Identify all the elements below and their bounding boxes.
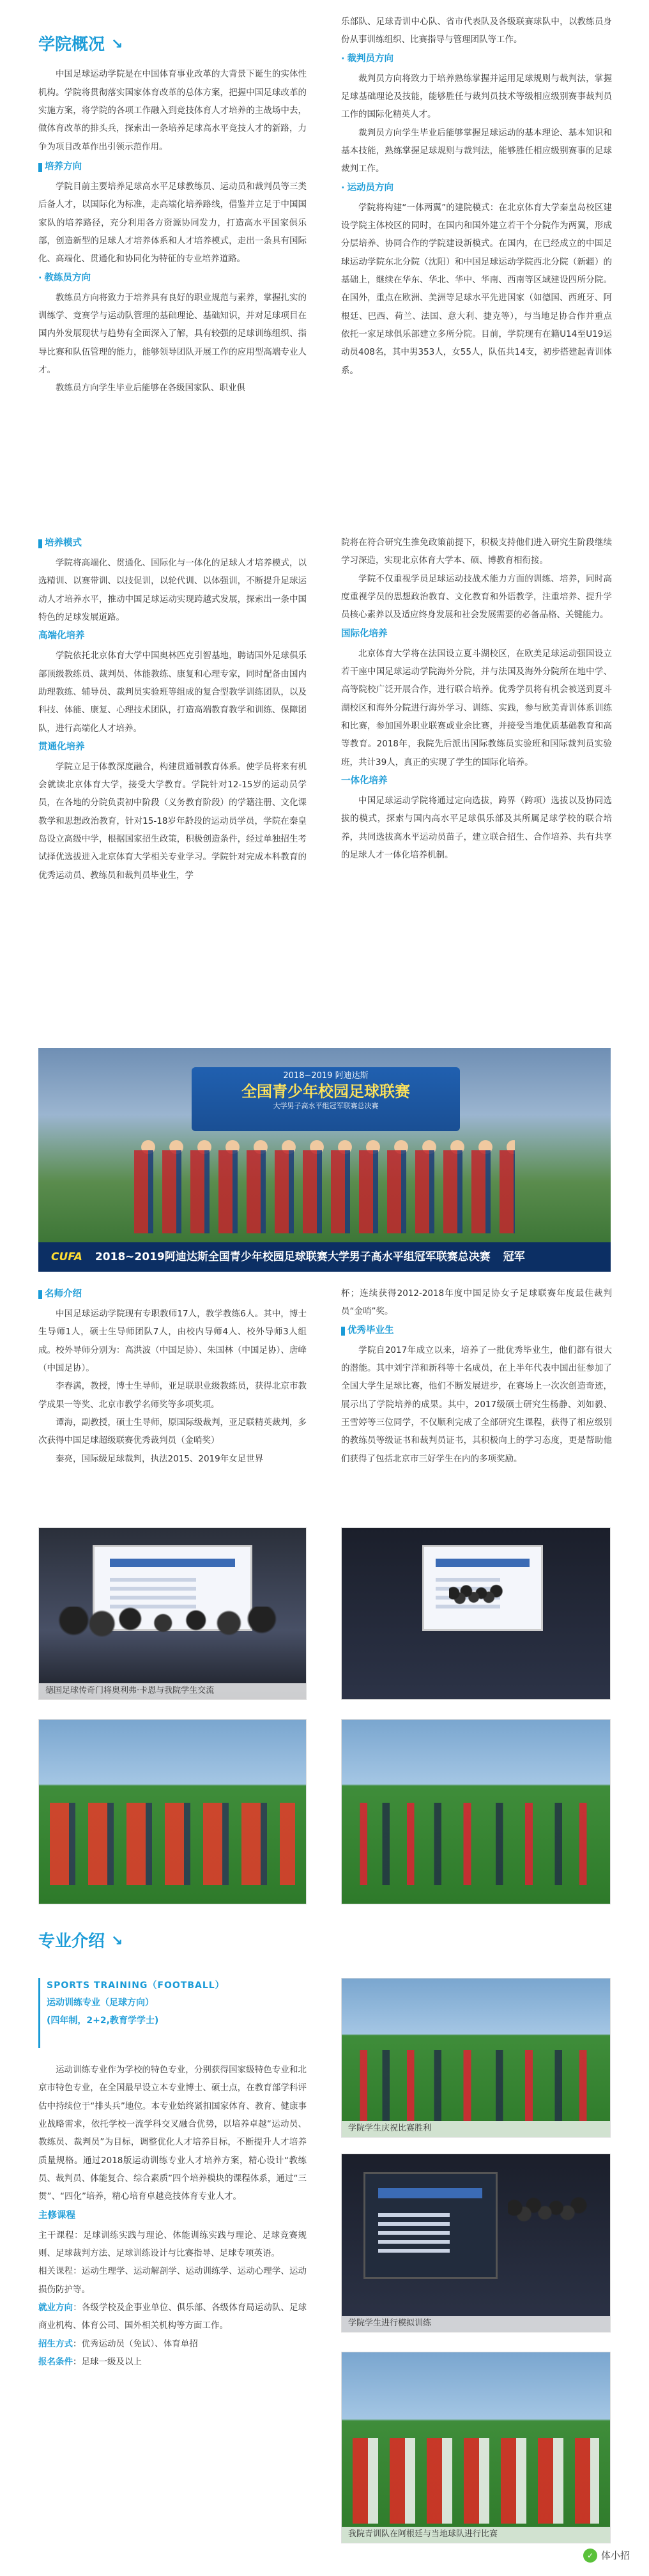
main-course-text: 主干课程：足球训练实践与理论、体能训练实践与理论、足球竞赛规则、足球裁判方法、足球训练设计与比赛指导、足球专项英语。 (38, 2230, 307, 2258)
major-header (38, 1930, 307, 1953)
argentina-photo-caption: 我院青训队在阿根廷与当地球队进行比赛 (342, 2527, 610, 2543)
integ-subtitle-text: 一体化培养 (341, 776, 388, 787)
mode-right-text: 学院不仅重视学员足球运动技战术能力方面的训练、培养，同时高度重视学员的思想政治教育、文化教育和外语教学，注重培养、提升学员核心素养以及适应终身发展和社会发展需要的必备品格、关键能力。 (341, 573, 612, 621)
players (353, 2050, 599, 2122)
watermark-text: 体小招 (600, 2549, 630, 2561)
overview-right-column (341, 13, 612, 380)
level-value: ：足球一级及以上 (73, 2357, 142, 2368)
staff-text-cont: 杯；连续获得2012-2018年度中国足协女子足球联赛年度最佳裁判员“金哨”奖。 (341, 1288, 612, 1317)
celebration-photo (341, 1978, 611, 2138)
athlete-text: 学院将构建“一体两翼”的建院模式：在北京体育大学秦皇岛校区建设学院主体校区的同时，在国内和国外建立若干个分院作为两翼，形成分层培养、协同合作的学院建设新模式。在国内，在已经成立的中国足球运动学院东北分院（沈阳）和中国足球运动学院西北分院（新疆）的基础上，继续在华东、华北、华中、华南、西南等区域建设四所分院。在国外，重点在欧洲、美洲等足球水平先进国家（如德国、西班牙、阿根廷、巴西、荷兰、法国、意大利、捷克等），与当地足协合作并重点依托一家足球俱乐部建立多所分院。目前，学院现有在籍U14至U19运动员408名，其中男353人，女55人，队伍共14支，初步搭建起青训体系。 (341, 202, 612, 376)
coach-text-cont: 乐部队、足球青训中心队、省市代表队及各级联赛球队中，以教练员身份从事训练组织、比赛指导与管理团队等工作。 (341, 17, 612, 45)
mode-text: 学院将高端化、贯通化、国际化与一体化的足球人才培养模式，以选精训、以赛带训、以技促训，以轮代训、以体强训，不断提升足球运动人才培养水平，推动中国足球运动实现跨越式发展，探索出一条中国特色的足球发展道路。 (38, 557, 307, 622)
bullet-icon (38, 163, 42, 172)
argentina-match-photo (341, 2352, 611, 2543)
major-english-name: SPORTS TRAINING（FOOTBALL） (47, 1980, 225, 1991)
cufa-logo: CUFA (51, 1251, 82, 1263)
lecture-photo (341, 1527, 611, 1700)
wechat-icon: ✓ (583, 2549, 597, 2563)
major-title (38, 1930, 307, 1953)
overview-intro: 中国足球运动学院是在中国体育事业改革的大背景下诞生的实体性机构。学院将贯彻落实国家体育改革的总体方案，把握中国足球改革的实施方案，将学院的各项工作融入到竞技体育人才培养的主战场中去，做体育改革的排头兵，探索出一条培养足球高水平竞技人才的新路，力争为项目改革作出引领示范作用。 (38, 69, 307, 152)
grad-subtitle (341, 1321, 612, 1341)
main-course-subtitle-text: 主修课程 (38, 2210, 75, 2221)
team-group (134, 1150, 515, 1233)
training-photo (341, 1719, 611, 1904)
coaching-photo (38, 1719, 307, 1904)
staff-text-2: 李春满，教授，博士生导师，亚足联职业级教练员，获得北京市教学成果一等奖、北京市教学名师奖等多项奖项。 (38, 1381, 307, 1410)
bullet-icon (38, 1290, 42, 1299)
simulation-photo (341, 2154, 611, 2333)
coach-text-2: 教练员方向学生毕业后能够在各级国家队、职业俱 (56, 383, 245, 394)
kahn-photo (38, 1527, 307, 1700)
jobs-value: ：各级学校及企事业单位、俱乐部、各级体育局运动队、足球商业机构、体育公司、国外相关机构等方面工作。 (38, 2302, 307, 2331)
intl-subtitle (341, 624, 612, 645)
highend-subtitle (38, 626, 307, 647)
banner-strip-right: 冠军 (503, 1251, 525, 1263)
jobs-text (38, 2299, 307, 2335)
grad-subtitle-text: 优秀毕业生 (347, 1325, 394, 1336)
integ-text: 中国足球运动学院将通过定向选拔，跨界（跨项）选拔以及协同选拔的模式，探索与国内高水平足球俱乐部及其所属足球学校的联合培养，共同选拔高水平运动员苗子，建立联合招生、合作培养、共有共享的足球人才一体化培养机制。 (341, 795, 612, 860)
related-course-text: 相关课程：运动生理学、运动解剖学、运动训练学、运动心理学、运动损伤防护等。 (38, 2266, 307, 2295)
integ-subtitle (341, 771, 612, 792)
celebration-photo-caption: 学院学生庆祝比赛胜利 (342, 2121, 610, 2137)
wechat-watermark (578, 2545, 635, 2568)
enroll-value: ：优秀运动员（免试）、体育单招 (73, 2338, 198, 2349)
players (353, 2438, 599, 2524)
staff-left-column (38, 1284, 307, 1468)
staff-text: 中国足球运动学院现有专职教师17人，教学教练6人。其中，博士生导师1人，硕士生导师团队7人，由校内导师4人、校外导师3人组成。校外导师分别为：高洪波（中国足协）、朱国林（中国足协）、唐峰（中国足协）。 (38, 1308, 307, 1373)
training-text: 学院目前主要培养足球高水平足球教练员、运动员和裁判员等三类后备人才，以国际化为标准，走高端化培养路线，借鉴并立足于中国国家队的培养路径，充分利用各方资源协同发力，打造高水平国家俱乐部，创造新型的足球人才培养体系和人才培养模式，走出一条具有国际化、高端化、贯通化和协同化为特征的专业培养道路。 (38, 181, 307, 265)
staff-text-3: 谭海，副教授，硕士生导师，原国际级裁判，亚足联精英裁判，多次获得中国足球超级联赛优秀裁判员（金哨奖） (38, 1417, 307, 1446)
kahn-photo-caption: 德国足球传奇门将奥利弗·卡恩与我院学生交流 (39, 1683, 306, 1699)
referee-subtitle: · 裁判员方向 (341, 49, 612, 70)
intl-text: 北京体育大学将在法国设立夏斗湖校区，在欧美足球运动强国设立若干座中国足球运动学院海外分院，并与法国及海外分院所在地中学、高等院校广泛开展合作，进行联合培养。优秀学员将有机会被送到夏斗湖校区和海外分院进行海外学习、训练、实践，参与欧美青训体系训练和比赛，参加国外职业联赛或业余比赛，并接受当地优质基础教育和高等教育。2018年，我院先后派出国际教练员实验班和国际裁判员实验班，共计39人，真正的实现了学生的国际化培养。 (341, 648, 612, 767)
major-name-box (38, 1978, 305, 2048)
student (508, 2183, 588, 2308)
players (50, 1803, 296, 1886)
level-text (38, 2353, 307, 2371)
major-chinese-name: 运动训练专业（足球方向） (47, 1998, 154, 2009)
enroll-label: 招生方式 (38, 2338, 73, 2349)
major-title-text: 专业介绍 (38, 1932, 105, 1951)
speaker (449, 1573, 503, 1676)
coach-subtitle-text: 教练员方向 (44, 272, 91, 283)
banner-line-1: 2018~2019 阿迪达斯 (283, 1071, 369, 1081)
highend-text: 学院依托北京体育大学中国奥林匹克引智基地，聘请国外足球俱乐部顶级教练员、裁判员、体能教练、康复和心理专家，同时配备由国内助理教练、辅导员、裁判员实验班等组成的复合型教学训练团队，以及科技、体能、康复、心理技术团队，打造高端教育教学和训练、保障团队，进行高端化人才培养。 (38, 651, 307, 734)
mode-subtitle-text: 培养模式 (45, 538, 82, 548)
training-subtitle-text: 培养方向 (45, 162, 82, 173)
referee-subtitle-text: 裁判员方向 (347, 53, 394, 64)
highend-subtitle-text: 高端化培养 (38, 631, 85, 642)
jobs-label: 就业方向 (38, 2302, 73, 2313)
enroll-text (38, 2335, 307, 2353)
athlete-subtitle: · 运动员方向 (341, 178, 612, 199)
coach-text-1: 教练员方向将致力于培养具有良好的职业规范与素养，掌握扎实的训练学、竞赛学与运动队管理的基础理论、基础知识，并对足球项目在国内外发展现状与趋势有全面深入了解，具有较强的足球训练组织、指导比赛和队伍管理的能力，能够领导团队开展工作的应用型高端专业人才。 (38, 292, 307, 375)
grad-text: 学院自2017年成立以来，培养了一批优秀毕业生，他们都有很大的潜能。其中刘宇洋和新科等十名成员，在上半年代表中国出征参加了全国大学生足球比赛，他们不断发展进步，在赛场上一次次创造奇迹，展示出了学院培养的成果。其中，2017级硕士研究生杨静、刘如毅、王雪婷等三位同学，不仅顺利完成了全部研究生课程，获得了相应级别的教练员等级证书和裁判员证书，其积极向上的学习态度，更是帮助他们获得了包括北京市三好学生在内的多项奖励。 (341, 1345, 612, 1464)
simulation-screen (363, 2172, 498, 2279)
major-intro: 运动训练专业作为学校的特色专业，分别获得国家级特色专业和北京市特色专业，在全国最早设立本专业博士、硕士点，在教育部学科评估中持续位于“排头兵”地位。本专业始终紧扣国家体育、教育、健康事业战略需求，依托学校一流学科交叉融合优势，以培养卓越“运动员、教练员、裁判员”为目标，调整优化人才培养目标，不断提升人才培养质量规格。通过2018版运动训练专业人才培养方案，精心设计“教练员、裁判员、体能复合、综合素质”四个培养模块的课程体系，通过“三贯”、“四化”培养，精心培育卓越竞技体育专业人才。 (38, 2065, 307, 2202)
arrow-icon: ↘ (111, 1932, 123, 1949)
level-label: 报名条件 (38, 2357, 73, 2368)
training-subtitle (38, 157, 307, 178)
intl-subtitle-text: 国际化培养 (341, 628, 388, 639)
staff-subtitle-text: 名师介绍 (45, 1289, 82, 1299)
overview-title (38, 33, 307, 56)
coach-subtitle: · 教练员方向 (38, 268, 307, 289)
mode-right-column (341, 534, 612, 864)
main-course-subtitle (38, 2206, 307, 2226)
mode-subtitle (38, 534, 307, 554)
banner-strip (38, 1242, 611, 1272)
athlete-subtitle-text: 运动员方向 (347, 182, 394, 193)
bullet-icon (341, 1327, 345, 1336)
banner-line-3: 大学男子高水平组冠军联赛总决赛 (273, 1102, 379, 1111)
banner-strip-text: 2018~2019阿迪达斯全国青少年校园足球联赛大学男子高水平组冠军联赛总决赛 (95, 1251, 491, 1263)
staff-text-4: 秦亮，国际级足球裁判，执法2015、2019年女足世界 (56, 1453, 264, 1464)
audience (55, 1607, 290, 1675)
staff-subtitle (38, 1284, 307, 1305)
players (353, 1803, 599, 1886)
through-subtitle-text: 贯通化培养 (38, 741, 85, 752)
banner-line-2: 全国青少年校园足球联赛 (241, 1082, 410, 1100)
staff-right-column (341, 1284, 612, 1468)
referee-text-2: 裁判员方向学生毕业后能够掌握足球运动的基本理论、基本知识和基本技能，熟练掌握足球规则与裁判法，能够胜任相应级别赛事的足球裁判工作。 (341, 127, 612, 174)
arrow-icon: ↘ (111, 36, 123, 52)
through-subtitle (38, 737, 307, 758)
championship-banner-photo (38, 1048, 611, 1272)
mode-left-column (38, 534, 307, 884)
banner-board (192, 1067, 460, 1131)
through-text: 学院立足于体教深度融合，构建贯通制教育体系。使学员将来有机会就读北京体育大学，接受大学教育。学院针对12-15岁的运动员学员，在各地的分院负责初中阶段（义务教育阶段）的学籍注册、文化课教学和思想政治教育，针对15-18岁年龄段的运动员学员，学院在秦皇岛设立高级中学，根据国家招生政策，积极创造条件，经过单独招生考试择优选拔进入北京体育大学相关专业学习。学院针对完成本科教育的优秀运动员、教练员和裁判员毕业生，学 (38, 761, 307, 881)
overview-left-column (38, 33, 307, 397)
through-text-cont: 院将在符合研究生推免政策前提下，积极支持他们进入研究生阶段继续学习深造，实现北京体育大学本、硕、博教育相衔接。 (341, 537, 612, 566)
major-years: (四年制，2+2,教育学学士) (47, 2016, 159, 2026)
overview-title-text: 学院概况 (38, 35, 105, 54)
bullet-icon (38, 539, 42, 548)
referee-text-1: 裁判员方向将致力于培养熟练掌握并运用足球规则与裁判法，掌握足球基础理论及技能，能够胜任与裁判员技术等级相应级别赛事裁判员工作的国际化精英人才。 (341, 73, 612, 120)
simulation-photo-caption: 学院学生进行模拟训练 (342, 2316, 610, 2332)
major-left-column (38, 2061, 307, 2371)
